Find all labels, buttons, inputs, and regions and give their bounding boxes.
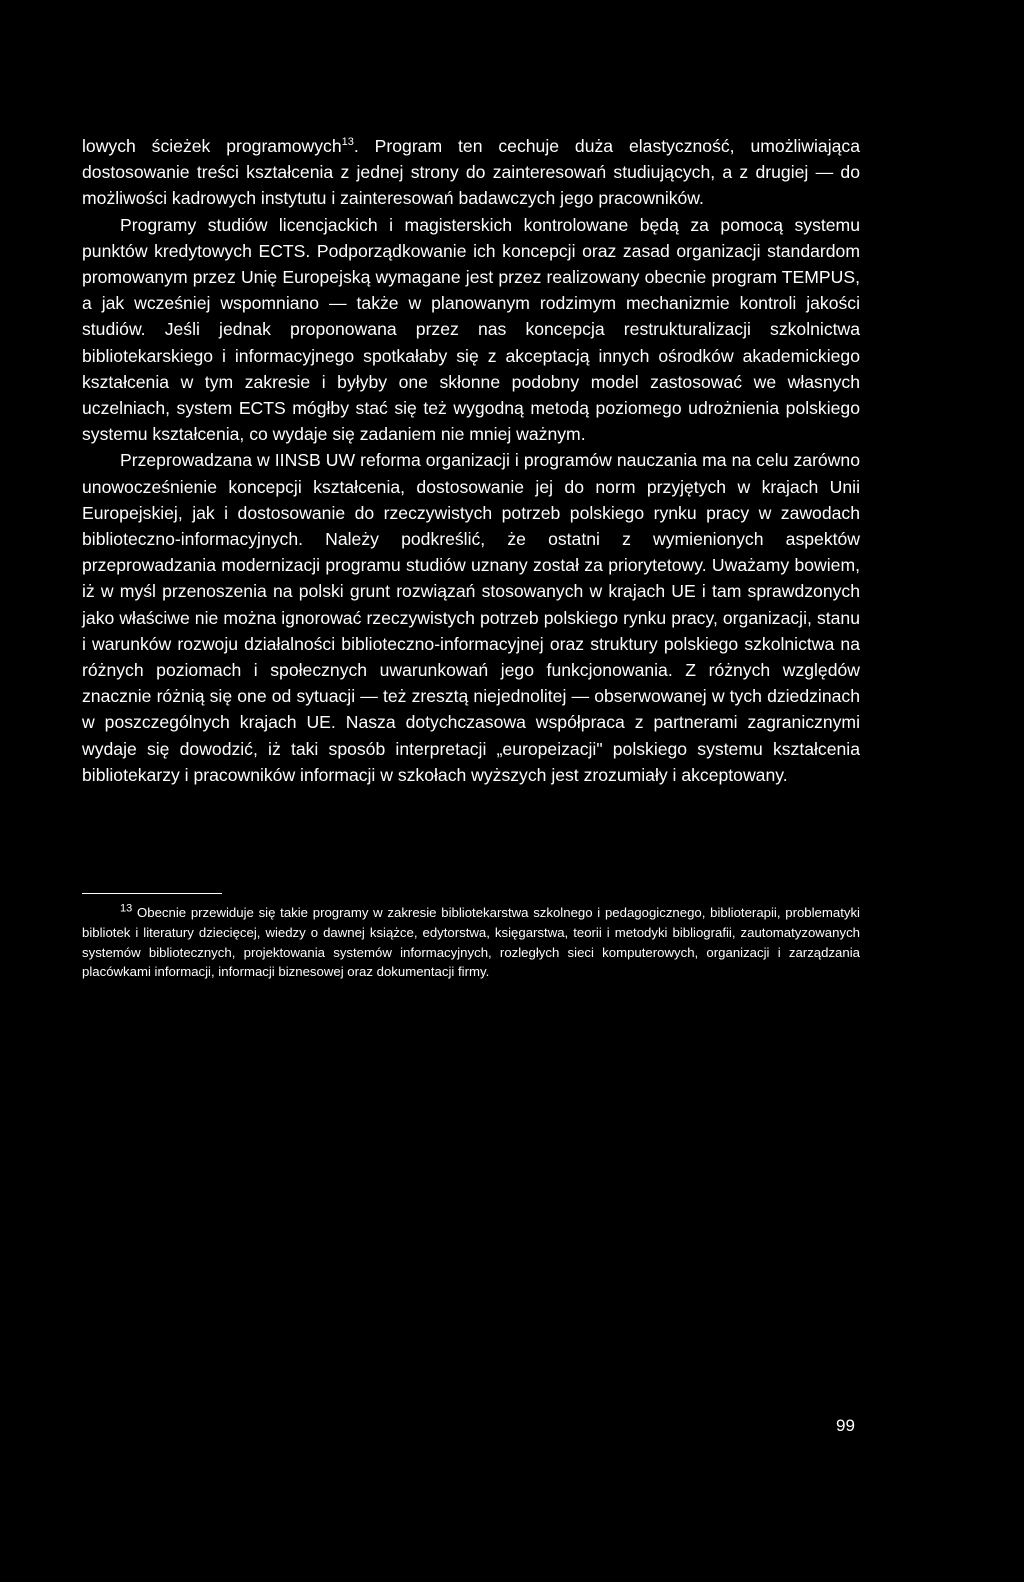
- paragraph-1: [82, 133, 860, 212]
- paragraph-1-text-end: . Program ten cechuje duża elastyczność, umożliwiająca dostosowanie treści kształcenia z jednej strony do zainteresowań studiujących, a z drugiej — do możliwości kadrowych instytutu i zainteresowań badawczych jego pracowników.: [82, 136, 860, 209]
- page-body: [82, 133, 860, 788]
- footnote-number: 13: [120, 902, 133, 915]
- page-number: 99: [836, 1416, 855, 1435]
- paragraph-1-text-start: lowych ścieżek programowych: [82, 136, 342, 156]
- paragraph-2: Programy studiów licencjackich i magisterskich kontrolowane będą za pomocą systemu punktów kredytowych ECTS. Podporządkowanie ich koncepcji oraz zasad organizacji standardom promowanym przez Unię Europejską wymagane jest przez realizowany obecnie program TEMPUS, a jak wcześniej wspomniano — także w planowanym rodzimym mechanizmie kontroli jakości studiów. Jeśli jednak proponowana przez nas koncepcja restrukturalizacji szkolnictwa bibliotekarskiego i informacyjnego spotkałaby się z akceptacją innych ośrodków akademickiego kształcenia w tym zakresie i byłyby one skłonne podobny model zastosować we własnych uczelniach, system ECTS mógłby stać się też wygodną metodą poziomego udrożnienia polskiego systemu kształcenia, co wydaje się zadaniem nie mniej ważnym.: [82, 214, 860, 445]
- footnote-reference-13[interactable]: 13: [341, 136, 354, 149]
- footnote-separator: [82, 893, 222, 894]
- paragraph-3: Przeprowadzana w IINSB UW reforma organizacji i programów nauczania ma na celu zarówno unowocześnienie koncepcji kształcenia, dostosowanie jej do norm przyjętych w krajach Unii Europejskiej, jak i dostosowanie do rzeczywistych potrzeb polskiego rynku pracy w zawodach biblioteczno-informacyjnych. Należy podkreślić, że ostatni z wymienionych aspektów przeprowadzania modernizacji programu studiów uznany został za priorytetowy. Uważamy bowiem, iż w myśl przenoszenia na polski grunt rozwiązań stosowanych w krajach UE i tam sprawdzonych jako właściwe nie można ignorować rzeczywistych potrzeb polskiego rynku pracy, organizacji, stanu i warunków rozwoju działalności biblioteczno-informacyjnej oraz struktury polskiego szkolnictwa na różnych poziomach i społecznych uwarunkowań jego funkcjonowania. Z różnych względów znacznie różnią się one od sytuacji — też zresztą niejednolitej — obserwowanej w tych dziedzinach w poszczególnych krajach UE. Nasza dotychczasowa współpraca z partnerami zagranicznymi wydaje się dowodzić, iż taki sposób interpretacji „europeizacji" polskiego systemu kształcenia bibliotekarzy i pracowników informacji w szkołach wyższych jest zrozumiały i akceptowany.: [82, 450, 860, 785]
- footnote-13: [82, 903, 860, 982]
- footnote-text: Obecnie przewiduje się takie programy w zakresie bibliotekarstwa szkolnego i pedagogicznego, biblioterapii, problematyki bibliotek i literatury dziecięcej, wiedzy o dawnej książce, edytorstwa, księgarstwa, teorii i metodyki bibliografii, zautomatyzowanych systemów bibliotecznych, projektowania systemów informacyjnych, rozległych sieci komputerowych, organizacji i zarządzania placówkami informacji, informacji biznesowej oraz dokumentacji firmy.: [82, 905, 860, 980]
- main-text: [82, 133, 860, 788]
- footnotes: [82, 903, 860, 982]
